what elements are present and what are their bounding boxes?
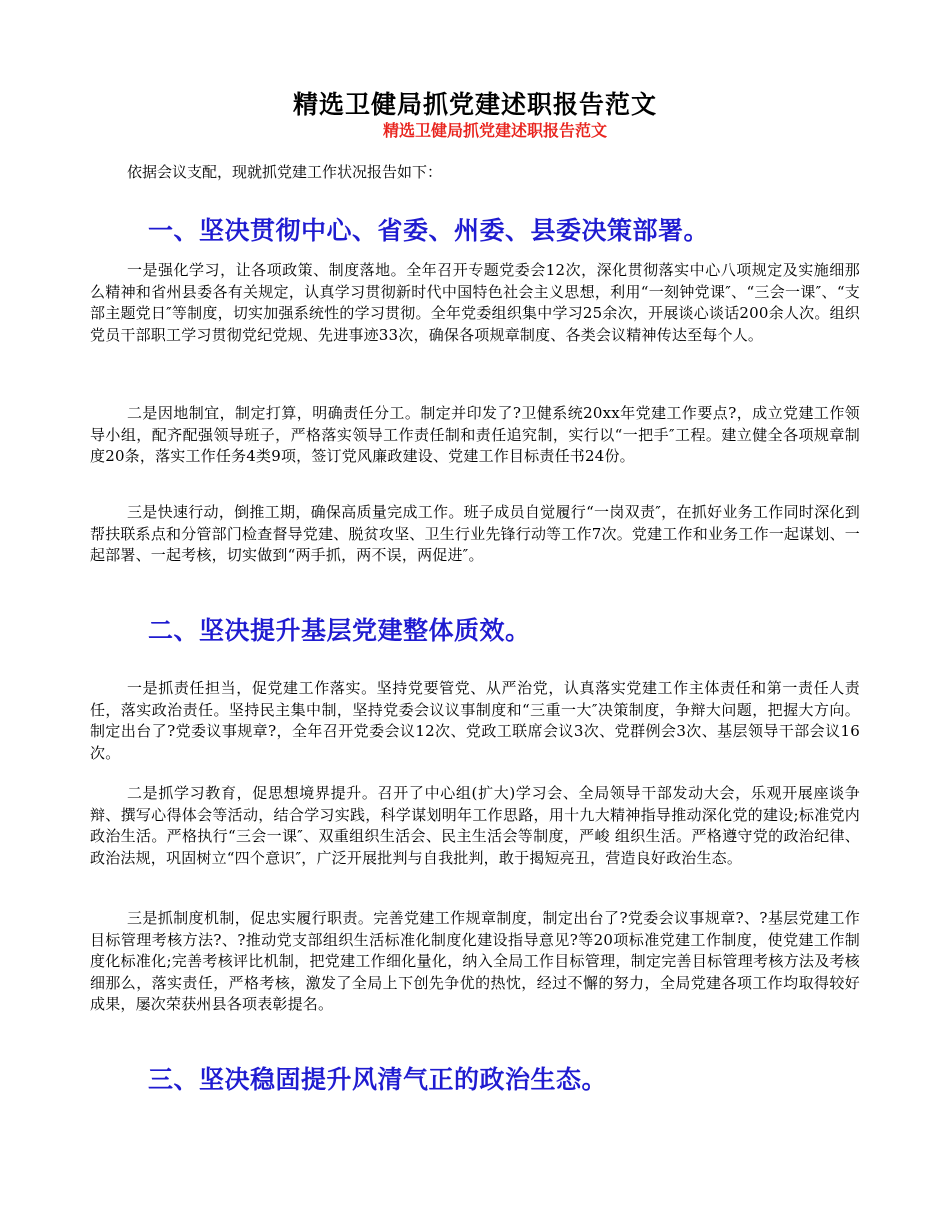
section-2-paragraph-1: 一是抓责任担当，促党建工作落实。坚持党要管党、从严治党，认真落实党建工作主体责任和第一责任人责任，落实政治责任。坚持民主集中制，坚持党委会议议事制度和“三重一大″决策制度，争辩大问题，把握大方向。制定出台了?党委议事规章?，全年召开党委会议12次、党政工联席会议3次、党群例会3次、基层领导干部会议16次。 [90, 679, 860, 762]
document-title: 精选卫健局抓党建述职报告范文 [292, 90, 657, 119]
section-2-paragraph-3: 三是抓制度机制，促忠实履行职责。完善党建工作规章制度，制定出台了?党委会议事规章?、?基层党建工作目标管理考核方法?、?推动党支部组织生活标准化制度化建设指导意见?等20项标准党建工作制度，使党建工作制度化标准化;完善考核评比机制，把党建工作细化量化，纳入全局工作目标管理，制定完善目标管理考核方法及考核细那么，落实责任，严格考核，激发了全局上下创先争优的热忱，经过不懈的努力，全局党建各项工作均取得较好成果，屡次荣获州县各项表彰提名。 [90, 909, 860, 1014]
section-1-paragraph-3: 三是快速行动，倒推工期，确保高质量完成工作。班子成员自觉履行“一岗双责″，在抓好业务工作同时深化到帮扶联系点和分管部门检查督导党建、脱贫攻坚、卫生行业先锋行动等工作7次。党建工作和业务工作一起谋划、一起部署、一起考核，切实做到“两手抓，两不误，两促进″。 [90, 503, 860, 565]
section-3-heading: 三、坚决稳固提升风清气正的政治生态。 [148, 1065, 608, 1094]
document-subtitle: 精选卫健局抓党建述职报告范文 [382, 123, 607, 140]
section-2-paragraph-2: 二是抓学习教育，促思想境界提升。召开了中心组(扩大)学习会、全局领导干部发动大会，乐观开展座谈争辩、撰写心得体会等活动，结合学习实践，科学谋划明年工作思路，用十九大精神指导推动深化党的建设;标准党内政治生活。严格执行“三会一课″、双重组织生活会、民主生活会等制度，严峻 组织生活。严格遵守党的政治纪律、政治法规，巩固树立“四个意识″，广泛开展批判与自我批判，敢于揭短亮丑，营造良好政治生态。 [90, 784, 860, 867]
section-1-paragraph-2: 二是因地制宜，制定打算，明确责任分工。制定并印发了?卫健系统20xx年党建工作要点?，成立党建工作领导小组，配齐配强领导班子，严格落实领导工作责任制和责任追究制，实行以“一把手″工程。建立健全各项规章制度20条，落实工作任务4类9项，签订党风廉政建设、党建工作目标责任书24份。 [90, 404, 860, 466]
intro-paragraph: 依据会议支配，现就抓党建工作状况报告如下： [127, 163, 443, 181]
section-1-heading: 一、坚决贯彻中心、省委、州委、县委决策部署。 [148, 216, 710, 245]
section-2-heading: 二、坚决提升基层党建整体质效。 [148, 616, 531, 645]
section-1-paragraph-1: 一是强化学习，让各项政策、制度落地。全年召开专题党委会12次，深化贯彻落实中心八项规定及实施细那么精神和省州县委各有关规定，认真学习贯彻新时代中国特色社会主义思想，利用“一刻钟党课″、“三会一课″、“支部主题党日″等制度，切实加强系统性的学习贯彻。全年党委组织集中学习25余次，开展谈心谈话200余人次。组织党员干部职工学习贯彻党纪党规、先进事迹33次，确保各项规章制度、各类会议精神传达至每个人。 [90, 261, 860, 344]
